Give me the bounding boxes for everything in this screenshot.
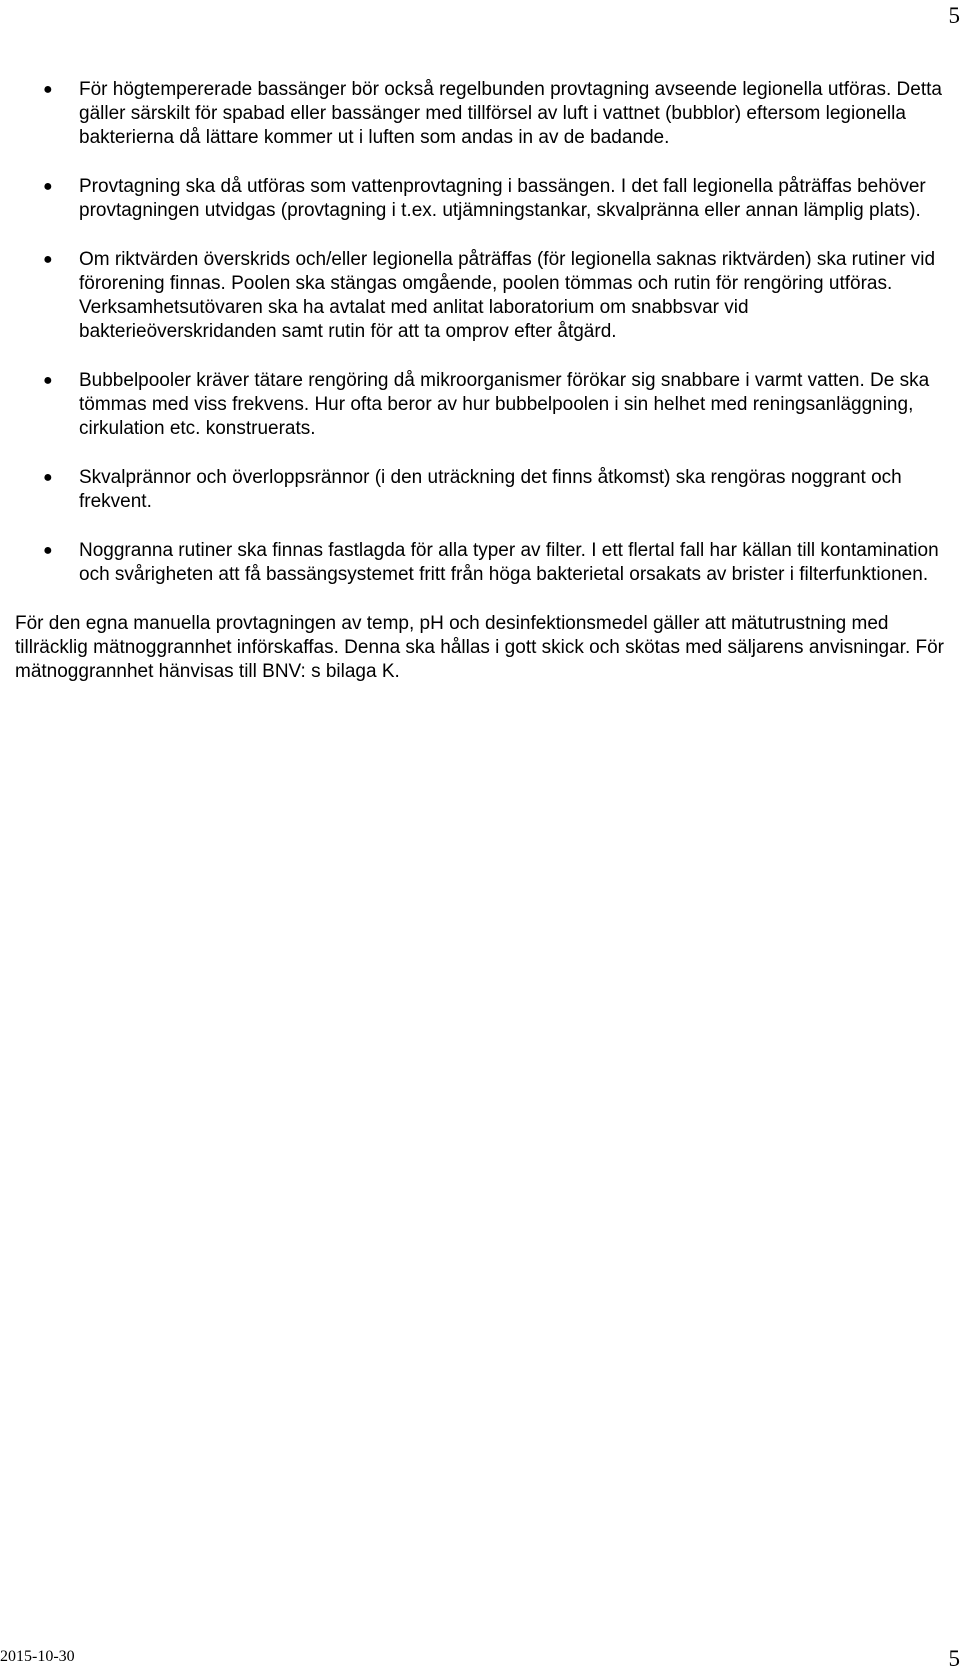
bullet-list [15,78,945,587]
footer-date: 2015-10-30 [0,1648,75,1665]
bullet-icon: ● [43,251,53,268]
closing-paragraph: För den egna manuella provtagningen av temp, pH och desinfektionsmedel gäller att mätutrustning med tillräcklig mätnoggrannhet införskaffas. Denna ska hållas i gott skick och skötas med säljarens anvisningar. För mätnoggrannhet hänvisas till BNV: s bilaga K. [15,613,944,682]
bullet-icon: ● [43,81,53,98]
list-item [15,175,945,223]
list-item [15,369,945,441]
list-item-text: Provtagning ska då utföras som vattenprovtagning i bassängen. I det fall legionella påträffas behöver provtagningen utvidgas (provtagning i t.ex. utjämningstankar, skvalpränna eller annan lämplig plats). [79,176,926,221]
bullet-icon: ● [43,469,53,486]
bullet-icon: ● [43,542,53,559]
bullet-icon: ● [43,372,53,389]
document-body [15,78,945,684]
list-item [15,539,945,587]
list-item-text: Bubbelpooler kräver tätare rengöring då mikroorganismer förökar sig snabbare i varmt vatten. De ska tömmas med viss frekvens. Hur ofta beror av hur bubbelpoolen i sin helhet med reningsanläggning, cirkulation etc. konstruerats. [79,370,930,439]
list-item-text: Om riktvärden överskrids och/eller legionella påträffas (för legionella saknas riktvärden) ska rutiner vid förorening finnas. Poolen ska stängas omgående, poolen tömmas och rutin för rengöring utföras. Verksamhetsutövaren ska ha avtalat med anlitat laboratorium om snabbsvar vid bakterieöverskridanden samt rutin för att ta omprov efter åtgärd. [79,249,936,342]
header-page-number: 5 [948,3,960,28]
list-item [15,466,945,514]
list-item [15,78,945,150]
list-item [15,248,945,344]
list-item-text: För högtempererade bassänger bör också regelbunden provtagning avseende legionella utföras. Detta gäller särskilt för spabad eller bassänger med tillförsel av luft i vattnet (bubblor) eftersom legionella bakterierna då lättare kommer ut i luften som andas in av de badande. [79,79,942,148]
list-item-text: Noggranna rutiner ska finnas fastlagda för alla typer av filter. I ett flertal fall har källan till kontamination och svårigheten att få bassängsystemet fritt från höga bakterietal orsakats av brister i filterfunktionen. [79,540,939,585]
list-item-text: Skvalprännor och överloppsrännor (i den uträckning det finns åtkomst) ska rengöras noggrant och frekvent. [79,467,902,512]
footer-page-number: 5 [948,1646,960,1671]
bullet-icon: ● [43,178,53,195]
